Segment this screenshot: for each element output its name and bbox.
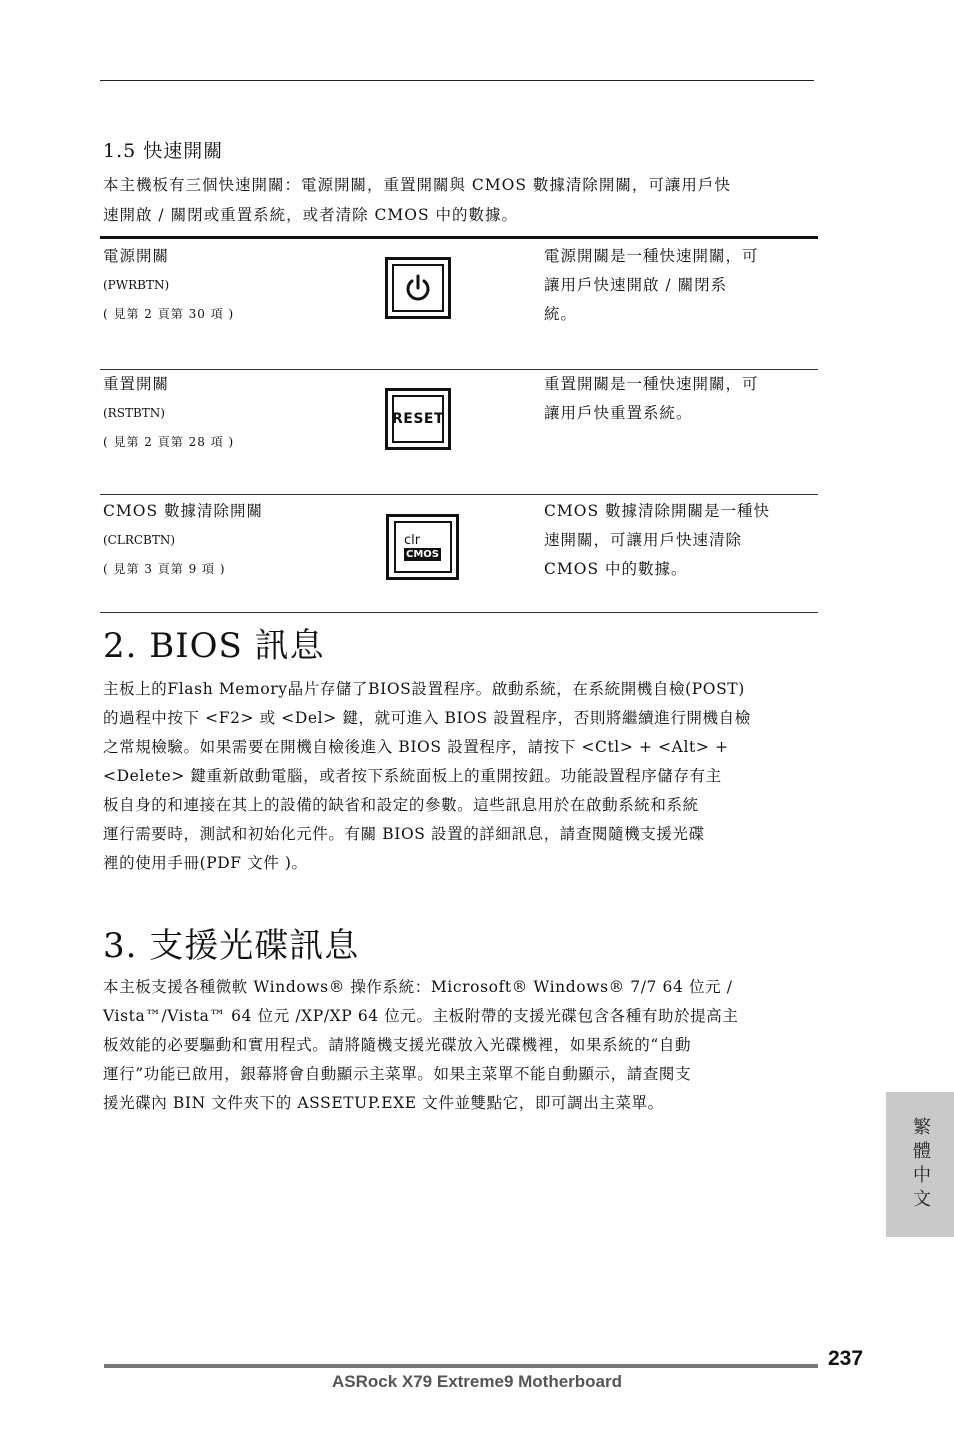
switch-name: 電源開關	[103, 247, 170, 265]
switch-name: CMOS 數據清除開關	[103, 502, 263, 520]
switch-ref: ( 見第 2 頁第 28 項 )	[103, 435, 235, 449]
desc-line: 速開關，可讓用戶快速清除	[544, 531, 743, 549]
clear-cmos-label	[404, 534, 441, 561]
switch-desc-power	[544, 242, 814, 329]
body-line: 運行”功能已啟用，銀幕將會自動顯示主菜單。如果主菜單不能自動顯示，請查閱支	[103, 1065, 692, 1083]
switch-code: (CLRCBTN)	[103, 533, 176, 547]
switch-name: 重置開關	[103, 375, 170, 393]
desc-line: 讓用戶快重置系統。	[544, 404, 693, 422]
footer-rule	[104, 1364, 818, 1368]
reset-icon	[385, 388, 451, 450]
section-1-5-title: 1.5 快速開關	[103, 140, 224, 162]
desc-line: 讓用戶快速開啟 / 關閉系	[544, 276, 728, 294]
body-line: 裡的使用手冊(PDF 文件 )。	[103, 854, 308, 872]
top-rule	[100, 80, 814, 81]
power-icon	[385, 257, 451, 319]
body-line: 之常規檢驗。如果需要在開機自檢後進入 BIOS 設置程序，請按下 <Ctl> + <Alt> +	[103, 738, 729, 756]
switch-ref: ( 見第 2 頁第 30 項 )	[103, 307, 235, 321]
section-2-body	[103, 675, 821, 878]
body-line: 板自身的和連接在其上的設備的缺省和設定的參數。這些訊息用於在啟動系統和系統	[103, 796, 699, 814]
body-line: 運行需要時，測試和初始化元件。有關 BIOS 設置的詳細訊息，請查閱隨機支援光碟	[103, 825, 705, 843]
table-top-rule	[100, 236, 818, 239]
body-line: 板效能的必要驅動和實用程式。請將隨機支援光碟放入光碟機裡，如果系統的“自動	[103, 1036, 692, 1054]
body-line: 本主板支援各種微軟 Windows® 操作系統：Microsoft® Windows® 7/7 64 位元 /	[103, 978, 733, 996]
intro-line: 速開啟 / 關閉或重置系統，或者清除 CMOS 中的數據。	[103, 206, 518, 224]
clear-cmos-icon	[386, 514, 459, 580]
footer-product: ASRock X79 Extreme9 Motherboard	[331, 1372, 623, 1391]
body-line: <Delete> 鍵重新啟動電腦，或者按下系統面板上的重開按鈕。功能設置程序儲存有主	[103, 767, 722, 785]
switch-row-power-left	[103, 242, 363, 328]
desc-line: 電源開關是一種快速開關，可	[544, 247, 759, 265]
power-symbol	[402, 272, 434, 304]
switch-ref: ( 見第 3 頁第 9 項 )	[103, 562, 226, 576]
switch-desc-reset	[544, 370, 814, 428]
cmos-text: CMOS	[406, 548, 439, 560]
switch-row-clrcmos-left	[103, 497, 363, 583]
section-3-title: 3. 支援光碟訊息	[103, 926, 360, 966]
body-line: Vista™/Vista™ 64 位元 /XP/XP 64 位元。主板附帶的支援光碟包含各種有助於提高主	[103, 1007, 739, 1025]
switch-code: (PWRBTN)	[103, 278, 170, 292]
section-3-body	[103, 973, 821, 1118]
row-rule	[100, 494, 818, 495]
reset-icon-label: RESET	[391, 411, 445, 427]
clr-text: clr	[404, 532, 421, 548]
power-icon-frame	[392, 264, 444, 312]
section-1-5-intro	[103, 170, 819, 230]
body-line: 主板上的Flash Memory晶片存儲了BIOS設置程序。啟動系統，在系統開機自檢(POST)	[103, 680, 745, 698]
language-label: 繁體中文	[910, 1116, 931, 1213]
section-2-title: 2. BIOS 訊息	[103, 626, 325, 666]
switch-code: (RSTBTN)	[103, 406, 165, 420]
table-bottom-rule	[100, 612, 818, 613]
intro-line: 本主機板有三個快速開關：電源開關，重置開關與 CMOS 數據清除開關，可讓用戶快	[103, 176, 731, 194]
reset-icon-frame	[392, 395, 444, 443]
page-number: 237	[828, 1347, 864, 1370]
language-side-tab	[886, 1092, 954, 1237]
desc-line: 重置開關是一種快速開關，可	[544, 375, 759, 393]
desc-line: CMOS 中的數據。	[544, 560, 688, 578]
body-line: 的過程中按下 <F2> 或 <Del> 鍵，就可進入 BIOS 設置程序，否則將繼續進行開機自檢	[103, 709, 751, 727]
body-line: 援光碟內 BIN 文件夾下的 ASSETUP.EXE 文件並雙點它，即可調出主菜單。	[103, 1094, 664, 1112]
switch-desc-clrcmos	[544, 497, 814, 584]
desc-line: CMOS 數據清除開關是一種快	[544, 502, 770, 520]
desc-line: 統。	[544, 305, 578, 323]
clear-cmos-icon-frame	[394, 521, 452, 573]
switch-row-reset-left	[103, 370, 363, 456]
